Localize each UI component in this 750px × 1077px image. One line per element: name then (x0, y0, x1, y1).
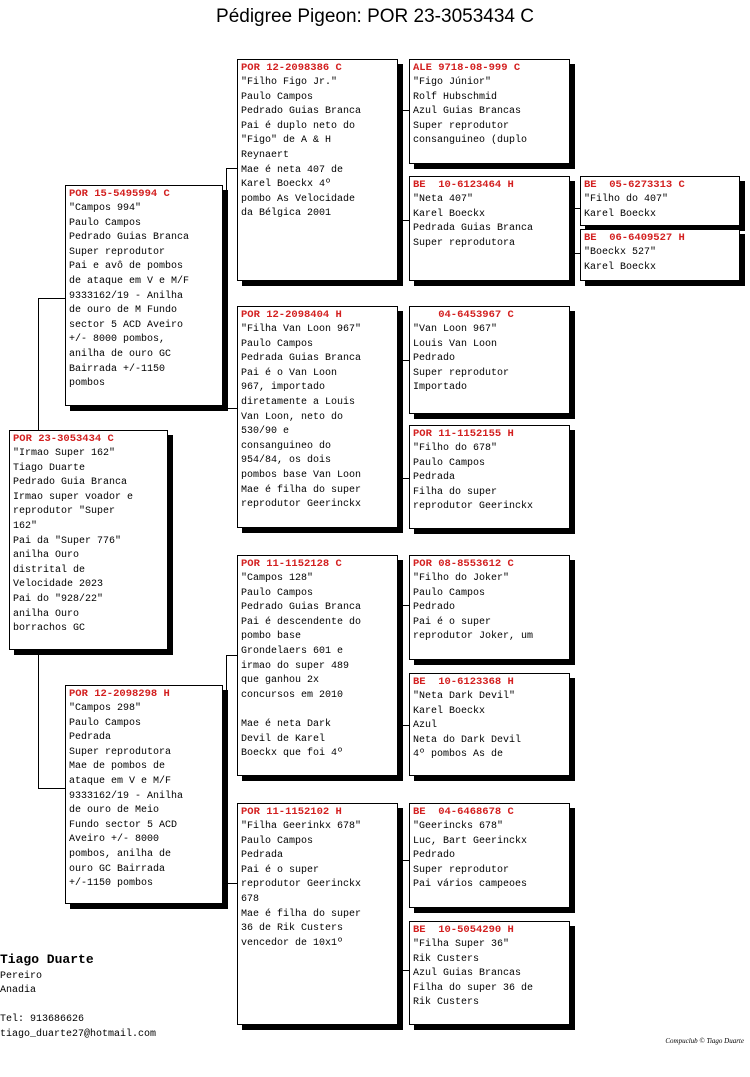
ring-number: POR 11-1152102 H (241, 806, 342, 818)
card-line: Mae é filha do super (241, 484, 362, 496)
ring-number: POR 08-8553612 C (413, 558, 514, 570)
card-line: Tiago Duarte (13, 462, 86, 474)
card-line: Paulo Campos (69, 717, 142, 729)
card-line: Pedrado (413, 353, 456, 365)
pigeon-card-ssdd (580, 229, 740, 281)
ring-number: POR 12-2098298 H (69, 688, 170, 700)
card-line: "Filho do 678" (413, 443, 498, 454)
card-line: Super reprodutor (413, 120, 510, 132)
owner-phone: Tel: 913686626 (0, 1014, 85, 1026)
card-line: Rolf Hubschmid (413, 91, 498, 103)
card-line: da Bélgica 2001 (241, 208, 332, 220)
owner-spacer (0, 999, 156, 1013)
ring-number: BE 10-6123368 H (413, 676, 514, 688)
pigeon-card-dsd (409, 673, 570, 776)
pigeon-card-sire (65, 185, 223, 406)
connector-line (226, 655, 227, 883)
card-line: "Van Loon 967" (413, 324, 498, 335)
card-line: 4º pombos As de (413, 749, 504, 761)
connector-line (38, 788, 66, 789)
ring-number: POR 12-2098386 C (241, 62, 342, 74)
card-line: 36 de Rik Custers (241, 923, 344, 935)
card-line: Pedrado Guias Branca (69, 232, 190, 244)
pigeon-card-sds (409, 306, 570, 414)
card-line: Paulo Campos (241, 587, 314, 599)
card-line: Mae é neta Dark (241, 718, 332, 730)
card-line: Rik Custers (413, 953, 480, 965)
ring-number: POR 23-3053434 C (13, 433, 114, 445)
connector-line (400, 605, 401, 725)
card-line: +/- 8000 pombos, (69, 334, 166, 346)
card-line: Filha do super (413, 486, 498, 498)
card-line: Pedrada (69, 732, 112, 744)
card-line: Azul Guias Brancas (413, 968, 522, 980)
card-line: Pai é o super (413, 616, 492, 628)
card-line: Pai e avô de pombos (69, 261, 184, 273)
card-line: "Filho do 407" (584, 194, 669, 205)
card-line: Karel Boeckx (413, 208, 486, 220)
pigeon-card-dds (409, 803, 570, 908)
card-line: Velocidade 2023 (13, 579, 104, 591)
card-line: Karel Boeckx (584, 208, 657, 220)
pigeon-card-ddd (409, 921, 570, 1025)
connector-line (400, 605, 409, 606)
card-line: anilha de ouro GC (69, 348, 172, 360)
card-line: Bairrada +/-1150 (69, 363, 166, 375)
card-line: Super reprodutora (69, 746, 172, 758)
card-line: "Filha Geerinkx 678" (241, 821, 362, 832)
card-line: reprodutor Joker, um (413, 631, 534, 643)
card-line: Super reprodutor (413, 864, 510, 876)
card-line: Super reprodutor (413, 367, 510, 379)
card-line: Filha do super 36 de (413, 982, 534, 994)
card-line: Mae é filha do super (241, 908, 362, 920)
connector-line (400, 360, 409, 361)
connector-line (400, 110, 401, 220)
card-line: reprodutor Geerinckx (413, 501, 534, 513)
card-line: Pedrado Guia Branca (13, 477, 128, 489)
connector-line (400, 360, 401, 478)
ring-number: POR 15-5495994 C (69, 188, 170, 200)
page-title: Pédigree Pigeon: POR 23-3053434 C (216, 6, 534, 27)
pigeon-card-dss (409, 555, 570, 660)
card-line: pombos, anilha de (69, 848, 172, 860)
card-line: "Geerincks 678" (413, 821, 504, 832)
card-line: sector 5 ACD Aveiro (69, 319, 184, 331)
card-line: "Boeckx 527" (584, 247, 657, 258)
card-line: pombo As Velocidade (241, 193, 356, 205)
owner-info (0, 950, 156, 1042)
card-line: Aveiro +/- 8000 (69, 834, 160, 846)
card-line: Pedrado (413, 602, 456, 614)
connector-line (38, 298, 66, 299)
card-line: Karel Boeckx 4º (241, 179, 332, 191)
card-line: Pai é duplo neto do (241, 120, 356, 132)
card-line: Mae de pombos de (69, 761, 166, 773)
card-line: Azul Guias Brancas (413, 106, 522, 118)
card-line: Louis Van Loon (413, 338, 498, 350)
card-line: Paulo Campos (413, 587, 486, 599)
card-line: 162" (13, 520, 38, 532)
card-line: irmao do super 489 (241, 660, 350, 672)
card-line: Mae é neta 407 de (241, 164, 344, 176)
card-line: reprodutor Geerinckx (241, 879, 362, 891)
owner-name: Tiago Duarte (0, 952, 94, 967)
connector-line (400, 110, 409, 111)
pigeon-card-dam-sire (237, 555, 398, 776)
card-line: de ataque em V e M/F (69, 275, 190, 287)
card-line: Boeckx que foi 4º (241, 748, 344, 760)
card-line: Karel Boeckx (584, 261, 657, 273)
card-line: Rik Custers (413, 997, 480, 1009)
ring-number: BE 10-6123464 H (413, 179, 514, 191)
ring-number: 04-6453967 C (413, 309, 514, 321)
card-line: consanguineo (duplo (413, 135, 528, 147)
card-line: Pai do "928/22" (13, 593, 104, 605)
card-line: Pai da "Super 776" (13, 535, 122, 547)
card-line: Van Loon, neto do (241, 411, 344, 423)
card-line: ataque em V e M/F (69, 775, 172, 787)
card-line (241, 703, 394, 718)
card-line: de ouro de Meio (69, 805, 160, 817)
ring-number: BE 05-6273313 C (584, 179, 685, 191)
card-line: Super reprodutora (413, 237, 516, 249)
card-line: "Filho Figo Jr." (241, 77, 338, 88)
ring-number: BE 10-5054290 H (413, 924, 514, 936)
card-line: Pedrado Guias Branca (241, 602, 362, 614)
card-line: diretamente a Louis (241, 396, 356, 408)
connector-line (400, 220, 409, 221)
card-line: anilha Ouro (13, 550, 80, 562)
pigeon-card-subject (9, 430, 168, 650)
card-line: Paulo Campos (413, 457, 486, 469)
card-line: 954/84, os dois (241, 455, 332, 467)
pigeon-card-ssd (409, 176, 570, 281)
card-line: Paulo Campos (241, 91, 314, 103)
card-line: Karel Boeckx (413, 705, 486, 717)
card-line: "Filha Van Loon 967" (241, 324, 362, 335)
card-line: Pai vários campeoes (413, 879, 528, 891)
card-line: +/-1150 pombos (69, 878, 154, 890)
ring-number: POR 12-2098404 H (241, 309, 342, 321)
card-line: pombos base Van Loon (241, 469, 362, 481)
card-line: "Campos 298" (69, 703, 142, 714)
card-line: Paulo Campos (241, 835, 314, 847)
card-line: Neta do Dark Devil (413, 734, 522, 746)
card-line: 967, importado (241, 382, 326, 394)
pigeon-card-sss (409, 59, 570, 164)
card-line: "Neta 407" (413, 194, 474, 205)
ring-number: ALE 9718-08-999 C (413, 62, 521, 74)
card-line: pombos (69, 378, 106, 390)
connector-line (226, 168, 227, 408)
ring-number: POR 11-1152155 H (413, 428, 514, 440)
card-line: Pedrada (413, 472, 456, 484)
card-line: 530/90 e (241, 426, 290, 438)
credit-footer: Compuclub © Tiago Duarte (665, 1037, 744, 1045)
card-line: Pai é o Van Loon (241, 367, 338, 379)
ring-number: BE 04-6468678 C (413, 806, 514, 818)
connector-line (574, 208, 575, 253)
card-line: Irmao super voador e (13, 491, 134, 503)
pigeon-card-sire-sire (237, 59, 398, 281)
card-line: consanguineo do (241, 440, 332, 452)
card-line: vencedor de 10x1º (241, 937, 344, 949)
card-line: Pedrada (241, 850, 284, 862)
card-line: Grondelaers 601 e (241, 645, 344, 657)
card-line: Pedrado Guias Branca (241, 106, 362, 118)
connector-line (38, 651, 39, 788)
card-line: 678 (241, 893, 260, 905)
connector-line (400, 860, 401, 970)
card-line: Paulo Campos (241, 338, 314, 350)
card-line: "Figo Júnior" (413, 77, 492, 88)
card-line: anilha Ouro (13, 608, 80, 620)
ring-number: POR 11-1152128 C (241, 558, 342, 570)
card-line: Pai é descendente do (241, 616, 362, 628)
card-line: borrachos GC (13, 623, 86, 635)
card-line: "Filha Super 36" (413, 939, 510, 950)
card-line: 9333162/19 - Anilha (69, 790, 184, 802)
card-line: concursos em 2010 (241, 689, 344, 701)
card-line: reprodutor Geerinckx (241, 499, 362, 511)
owner-place: Pereiro (0, 971, 43, 982)
connector-line (400, 478, 409, 479)
card-line: Fundo sector 5 ACD (69, 819, 178, 831)
pigeon-card-ssds (580, 176, 740, 226)
card-line: "Campos 994" (69, 203, 142, 214)
connector-line (38, 298, 39, 431)
card-line: "Irmao Super 162" (13, 448, 116, 459)
card-line: que ganhou 2x (241, 675, 320, 687)
card-line: distrital de (13, 564, 86, 576)
pigeon-card-sire-dam (237, 306, 398, 528)
card-line: ouro GC Bairrada (69, 863, 166, 875)
card-line: Importado (413, 382, 468, 394)
pigeon-card-dam (65, 685, 223, 904)
card-line: Reynaert (241, 149, 290, 161)
card-line: Paulo Campos (69, 217, 142, 229)
pigeon-card-sdd (409, 425, 570, 529)
connector-line (400, 860, 409, 861)
card-line: Super reprodutor (69, 246, 166, 258)
owner-town: Anadia (0, 985, 37, 997)
owner-email[interactable]: tiago_duarte27@hotmail.com (0, 1028, 157, 1040)
pigeon-card-dam-dam (237, 803, 398, 1025)
card-line: pombo base (241, 631, 302, 643)
ring-number: BE 06-6409527 H (584, 232, 685, 244)
card-line: 9333162/19 - Anilha (69, 290, 184, 302)
connector-line (400, 970, 409, 971)
card-line: "Campos 128" (241, 573, 314, 584)
card-line: Pedrada Guias Branca (241, 353, 362, 365)
connector-line (400, 725, 409, 726)
card-line: de ouro de M Fundo (69, 305, 178, 317)
card-line: "Figo" de A & H (241, 135, 332, 147)
card-line: "Neta Dark Devil" (413, 691, 516, 702)
card-line: Devil de Karel (241, 733, 326, 745)
card-line: reprodutor "Super (13, 506, 116, 518)
card-line: Azul (413, 720, 438, 732)
card-line: "Filho do Joker" (413, 573, 510, 584)
card-line: Pedrada Guias Branca (413, 223, 534, 235)
card-line: Luc, Bart Geerinckx (413, 835, 528, 847)
card-line: Pedrado (413, 850, 456, 862)
card-line: Pai é o super (241, 864, 320, 876)
